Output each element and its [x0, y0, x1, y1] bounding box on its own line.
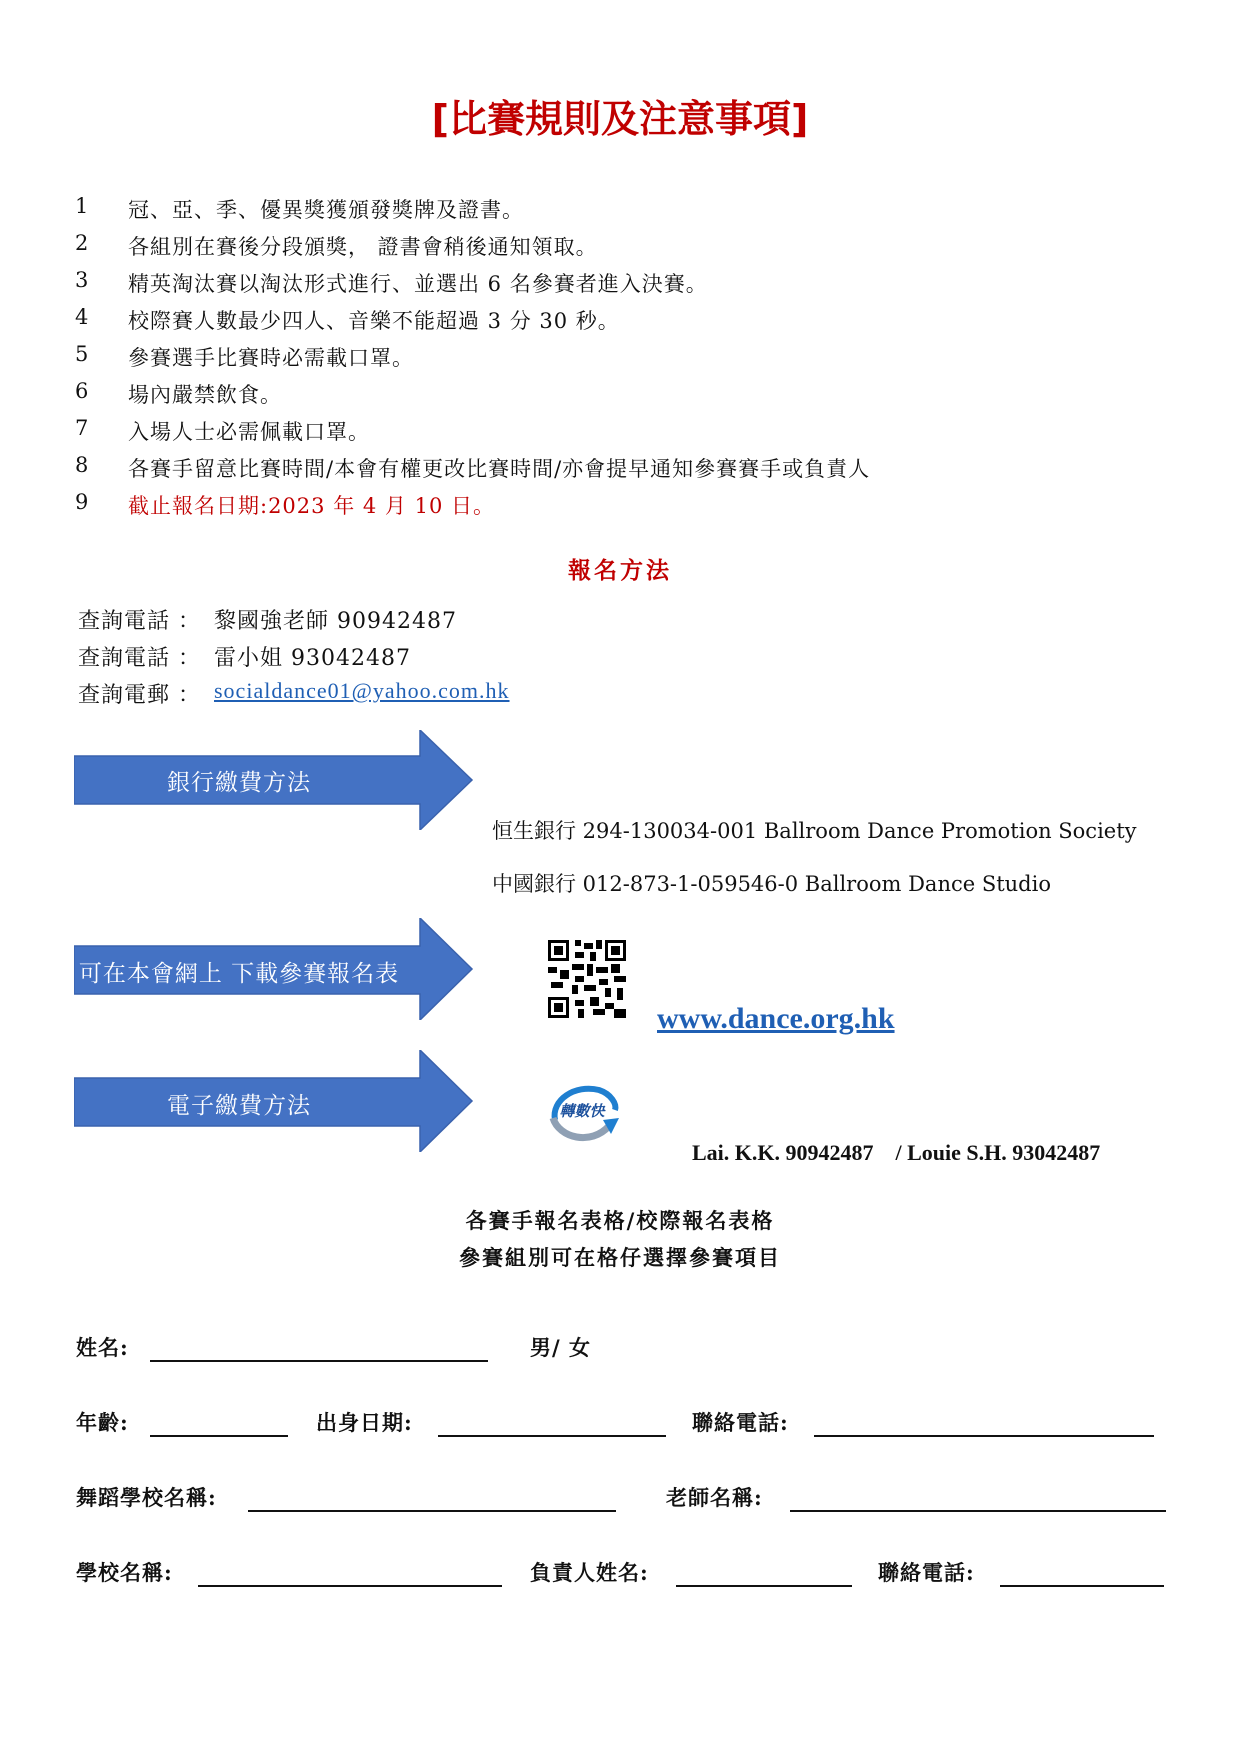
name-field[interactable]	[150, 1360, 488, 1362]
rule-number: 6	[75, 379, 89, 403]
page-title: [比賽規則及注意事項]	[431, 97, 809, 141]
bank-account-2: 中國銀行 012-873-1-059546-0 Ballroom Dance Studio	[492, 872, 1051, 896]
rule-number: 8	[75, 453, 89, 477]
epay-arrow	[74, 1050, 474, 1152]
download-form-label: 可在本會網上 下載參賽報名表	[78, 961, 400, 987]
phone2-label: 聯絡電話:	[878, 1560, 975, 1585]
rule-text: 精英淘汰賽以淘汰形式進行、並選出 6 名參賽者進入決賽。	[128, 272, 708, 296]
form-heading: 各賽手報名表格/校際報名表格	[465, 1208, 775, 1233]
dance-school-label: 舞蹈學校名稱:	[76, 1485, 217, 1510]
phone-label: 聯絡電話:	[692, 1410, 789, 1435]
contact-phone-1	[78, 604, 457, 635]
form-subheading: 參賽組別可在格仔選擇參賽項目	[459, 1245, 781, 1270]
fps-logo-text: 轉數快	[559, 1102, 605, 1120]
contact-email	[78, 678, 510, 709]
rule-number: 7	[75, 416, 89, 440]
teacher-field[interactable]	[790, 1510, 1166, 1512]
rule-number: 9	[75, 490, 89, 514]
rule-text: 校際賽人數最少四人、音樂不能超過 3 分 30 秒。	[128, 309, 620, 333]
phone-field[interactable]	[814, 1435, 1154, 1437]
contact-value: 雷小姐 93042487	[214, 646, 411, 671]
deadline-text: 截止報名日期:2023 年 4 月 10 日。	[128, 494, 495, 518]
epay-label: 電子繳費方法	[167, 1093, 311, 1119]
school-label: 學校名稱:	[76, 1560, 173, 1585]
email-link[interactable]: socialdance01@yahoo.com.hk	[214, 678, 510, 703]
rule-text: 入場人士必需佩載口罩。	[128, 420, 370, 444]
person-in-charge-label: 負責人姓名:	[530, 1560, 649, 1585]
bank-payment-label: 銀行繳費方法	[167, 770, 311, 796]
person-in-charge-field[interactable]	[676, 1585, 852, 1587]
rule-text: 各組別在賽後分段頒獎， 證書會稍後通知領取。	[128, 235, 598, 259]
contact-label: 查詢電話 ：	[78, 609, 201, 634]
dob-label: 出身日期:	[316, 1410, 413, 1435]
registration-title: 報名方法	[568, 557, 672, 584]
rule-text: 場內嚴禁飲食。	[128, 383, 282, 407]
age-field[interactable]	[150, 1435, 288, 1437]
rule-number: 1	[75, 194, 89, 218]
dob-field[interactable]	[438, 1435, 666, 1437]
contact-value: 黎國強老師 90942487	[214, 609, 457, 634]
bank-payment-arrow	[74, 730, 474, 830]
name-label: 姓名:	[76, 1335, 129, 1360]
contact-phone-2	[78, 641, 411, 672]
download-form-arrow	[74, 918, 474, 1020]
age-label: 年齡:	[76, 1410, 129, 1435]
fps-logo-icon	[545, 1080, 623, 1148]
website-link[interactable]: www.dance.org.hk	[657, 1002, 895, 1035]
contact-label: 查詢電話 ：	[78, 646, 201, 671]
teacher-label: 老師名稱:	[666, 1485, 763, 1510]
school-field[interactable]	[198, 1585, 502, 1587]
rule-number: 5	[75, 342, 89, 366]
dance-school-field[interactable]	[248, 1510, 616, 1512]
phone2-field[interactable]	[1000, 1585, 1164, 1587]
rule-text: 各賽手留意比賽時間/本會有權更改比賽時間/亦會提早通知參賽賽手或負責人	[128, 457, 871, 481]
rule-number: 3	[75, 268, 89, 292]
rule-number: 4	[75, 305, 89, 329]
rule-number: 2	[75, 231, 89, 255]
fps-contacts: Lai. K.K. 90942487 / Louie S.H. 93042487	[692, 1140, 1101, 1165]
qr-code-icon[interactable]	[548, 940, 626, 1018]
rule-text: 冠、亞、季、優異獎獲頒發獎牌及證書。	[128, 198, 524, 222]
gender-option[interactable]: 男/ 女	[530, 1335, 591, 1360]
bank-account-1: 恒生銀行 294-130034-001 Ballroom Dance Promotion Society	[492, 819, 1137, 843]
rule-text: 參賽選手比賽時必需載口罩。	[128, 346, 414, 370]
contact-label: 查詢電郵 ：	[78, 683, 201, 708]
